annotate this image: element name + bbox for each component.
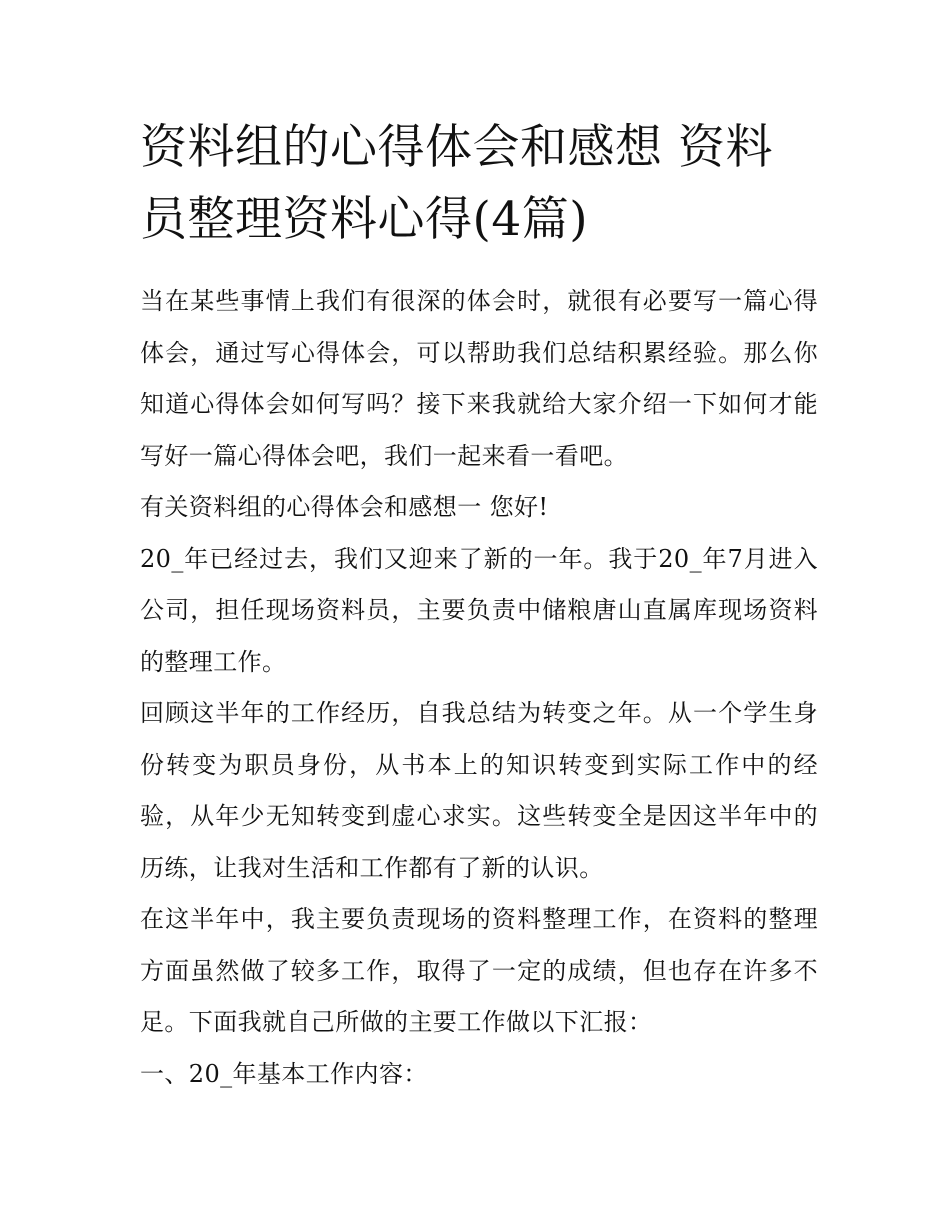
paragraph-year-summary: 20_年已经过去，我们又迎来了新的一年。我于20_年7月进入公司，担任现场资料员，主要负责中储粮唐山直属库现场资料的整理工作。 xyxy=(140,544,818,676)
paragraph-section-heading: 有关资料组的心得体会和感想一 您好! xyxy=(140,493,549,521)
paragraph-list-heading: 一、20_年基本工作内容： xyxy=(140,1059,428,1088)
document-title: 资料组的心得体会和感想 资料员整理资料心得(4篇) xyxy=(140,120,773,247)
document-body xyxy=(140,276,818,1100)
paragraph-work-overview: 在这半年中，我主要负责现场的资料整理工作，在资料的整理方面虽然做了较多工作，取得了一定的成绩，但也存在许多不足。下面我就自己所做的主要工作做以下汇报： xyxy=(140,905,818,1036)
paragraph-intro: 当在某些事情上我们有很深的体会时，就很有必要写一篇心得体会，通过写心得体会，可以帮助我们总结积累经验。那么你知道心得体会如何写吗？接下来我就给大家介绍一下如何才能写好一篇心得体会吧，我们一起来看一看吧。 xyxy=(140,287,818,470)
paragraph-review: 回顾这半年的工作经历，自我总结为转变之年。从一个学生身份转变为职员身份，从书本上的知识转变到实际工作中的经验，从年少无知转变到虚心求实。这些转变全是因这半年中的历练，让我对生活和工作都有了新的认识。 xyxy=(140,699,818,882)
